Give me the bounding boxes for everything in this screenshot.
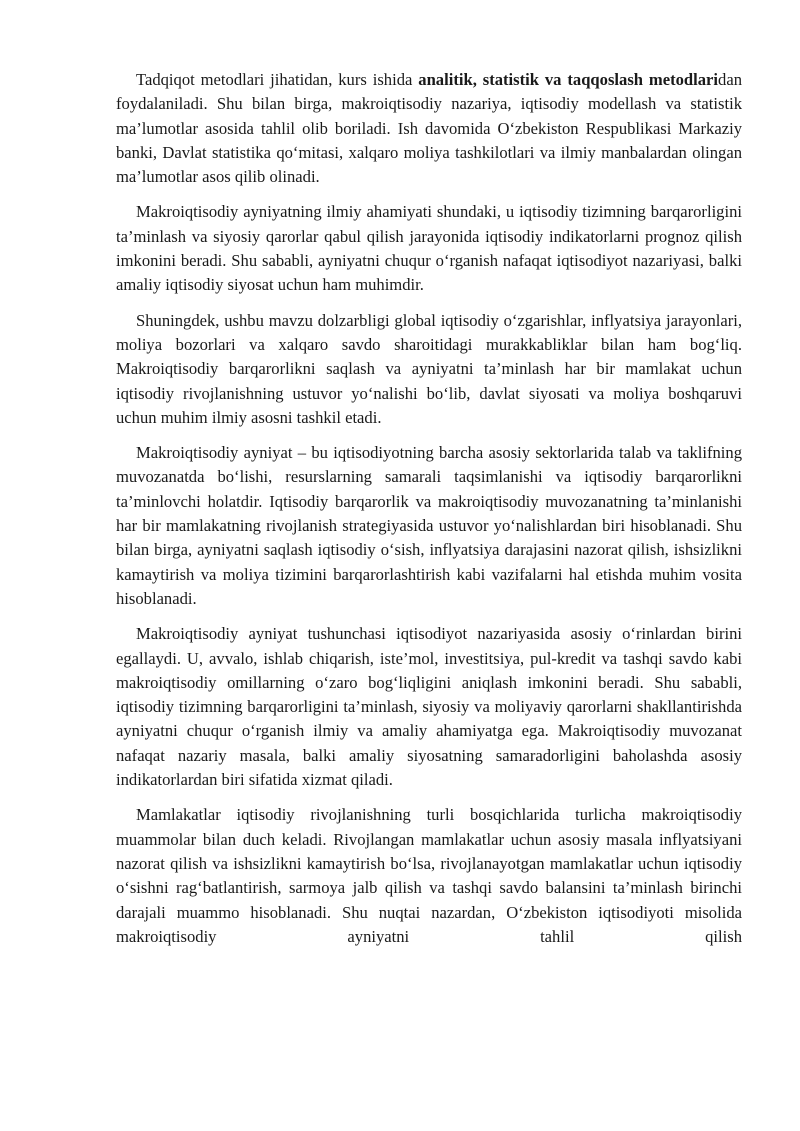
document-page	[116, 68, 742, 960]
paragraph-1-bold-methods: analitik, statistik va taqqoslash metodlari	[418, 70, 719, 89]
paragraph-1-text-before: Tadqiqot metodlari jihatidan, kurs ishida	[136, 70, 419, 89]
paragraph-scientific-importance: Makroiqtisodiy ayniyatning ilmiy ahamiyati shundaki, u iqtisodiy tizimning barqarorligini ta’minlash va siyosiy qarorlar qabul qilish jarayonida iqtisodiy indikatorlarni prognoz qilish imkonini beradi. Shu sababli, ayniyatni chuqur o‘rganish nafaqat iqtisodiyot nazariyasi, balki amaliy iqtisodiy siyosat uchun ham muhimdir.	[116, 202, 742, 295]
paragraph-country-problems: Mamlakatlar iqtisodiy rivojlanishning turli bosqichlarida turlicha makroiqtisodiy muammolar bilan duch keladi. Rivojlangan mamlakatlar uchun asosiy masala inflyatsiyani nazorat qilish va ishsizlikni kamaytirish bo‘lsa, rivojlanayotgan mamlakatlar uchun iqtisodiy o‘sishni rag‘batlantirish, sarmoya jalb qilish va tashqi savdo balansini ta’minlash birinchi darajali muammo hisoblanadi. Shu nuqtai nazardan, O‘zbekiston iqtisodiyoti misolida makroiqtisodiy ayniyatni tahlil qilish	[116, 805, 742, 946]
paragraph-definition: Makroiqtisodiy ayniyat – bu iqtisodiyotning barcha asosiy sektorlarida talab va taklifning muvozanatda bo‘lishi, resurslarning samarali taqsimlanishi va iqtisodiy barqarorlikni ta’minlovchi holatdir. Iqtisodiy barqarorlik va makroiqtisodiy muvozanatning ta’minlanishi har bir mamlakatning rivojlanish strategiyasida ustuvor yo‘nalishlardan biri hisoblanadi. Shu bilan birga, ayniyatni saqlash iqtisodiy o‘sish, inflyatsiya darajasini nazorat qilish, ishsizlikni kamaytirish va moliya tizimini barqarorlashtirish kabi vazifalarni hal etishda muhim vosita hisoblanadi.	[116, 443, 742, 608]
paragraph-1-text-after: dan foydalaniladi. Shu bilan birga, makroiqtisodiy nazariya, iqtisodiy modellash va statistik ma’lumotlar asosida tahlil olib boriladi. Ish davomida O‘zbekiston Respublikasi Markaziy banki, Davlat statistika qo‘mitasi, xalqaro moliya tashkilotlari va ilmiy manbalardan olingan ma’lumotlar asos qilib olinadi.	[116, 70, 742, 187]
paragraph-research-methods	[116, 68, 742, 189]
paragraph-concept: Makroiqtisodiy ayniyat tushunchasi iqtisodiyot nazariyasida asosiy o‘rinlardan birini egallaydi. U, avvalo, ishlab chiqarish, iste’mol, investitsiya, pul-kredit va tashqi savdo kabi makroiqtisodiy omillarning o‘zaro bog‘liqligini aniqlash imkonini beradi. Shu sababli, iqtisodiy tizimning barqarorligini ta’minlash, siyosiy va moliyaviy qarorlarni shakllantirishda ayniyatni chuqur o‘rganish ilmiy va amaliy ahamiyatga ega. Makroiqtisodiy muvozanat nafaqat nazariy masala, balki amaliy siyosatning samaradorligini baholashda asosiy indikatorlardan biri sifatida xizmat qiladi.	[116, 624, 742, 790]
paragraph-topic-relevance: Shuningdek, ushbu mavzu dolzarbligi global iqtisodiy o‘zgarishlar, inflyatsiya jarayonlari, moliya bozorlari va xalqaro savdo sharoitidagi murakkabliklar bilan ham bog‘liq. Makroiqtisodiy barqarorlikni saqlash va ayniyatni ta’minlash har bir mamlakat uchun iqtisodiy rivojlanishning ustuvor yo‘nalishi bo‘lib, davlat siyosati va moliya boshqaruvi uchun muhim ilmiy asosni tashkil etadi.	[116, 310, 742, 427]
